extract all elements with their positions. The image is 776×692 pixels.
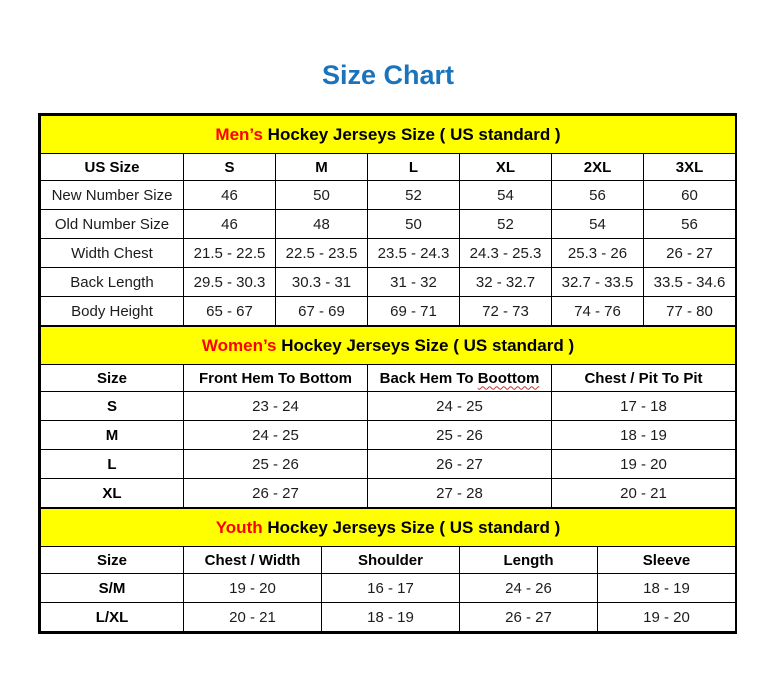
col-header-cell: US Size bbox=[41, 154, 184, 181]
table-row bbox=[41, 297, 736, 326]
youth-column-header-row bbox=[41, 547, 736, 574]
col-header-cell: Size bbox=[41, 547, 184, 574]
col-header-cell bbox=[368, 365, 552, 392]
value-cell: 56 bbox=[552, 181, 644, 210]
value-cell: 54 bbox=[552, 210, 644, 239]
size-chart-tables bbox=[38, 113, 737, 634]
value-cell: 46 bbox=[184, 181, 276, 210]
value-cell: 32.7 - 33.5 bbox=[552, 268, 644, 297]
value-cell: 18 - 19 bbox=[552, 421, 736, 450]
table-row bbox=[41, 479, 736, 508]
mens-column-header-row bbox=[41, 154, 736, 181]
row-label-cell: L/XL bbox=[41, 603, 184, 632]
youth-section-header-row bbox=[41, 509, 736, 547]
value-cell: 23.5 - 24.3 bbox=[368, 239, 460, 268]
value-cell: 26 - 27 bbox=[460, 603, 598, 632]
value-cell: 19 - 20 bbox=[598, 603, 736, 632]
row-label-cell: New Number Size bbox=[41, 181, 184, 210]
value-cell: 52 bbox=[460, 210, 552, 239]
table-row bbox=[41, 181, 736, 210]
table-row bbox=[41, 392, 736, 421]
value-cell: 52 bbox=[368, 181, 460, 210]
value-cell: 17 - 18 bbox=[552, 392, 736, 421]
value-cell: 21.5 - 22.5 bbox=[184, 239, 276, 268]
row-label-cell: Width Chest bbox=[41, 239, 184, 268]
value-cell: 26 - 27 bbox=[368, 450, 552, 479]
value-cell: 77 - 80 bbox=[644, 297, 736, 326]
womens-section-title-highlight: Women’s bbox=[201, 335, 277, 355]
col-header-cell: Length bbox=[460, 547, 598, 574]
value-cell: 67 - 69 bbox=[276, 297, 368, 326]
youth-section-title-cell bbox=[41, 509, 736, 547]
row-label-cell: Old Number Size bbox=[41, 210, 184, 239]
value-cell: 20 - 21 bbox=[552, 479, 736, 508]
value-cell: 65 - 67 bbox=[184, 297, 276, 326]
value-cell: 30.3 - 31 bbox=[276, 268, 368, 297]
womens-column-header-row bbox=[41, 365, 736, 392]
value-cell: 22.5 - 23.5 bbox=[276, 239, 368, 268]
value-cell: 25 - 26 bbox=[368, 421, 552, 450]
row-label-cell: M bbox=[41, 421, 184, 450]
col-header-cell: XL bbox=[460, 154, 552, 181]
table-row bbox=[41, 450, 736, 479]
value-cell: 60 bbox=[644, 181, 736, 210]
col-header-cell: Sleeve bbox=[598, 547, 736, 574]
value-cell: 24 - 26 bbox=[460, 574, 598, 603]
mens-section-header-row bbox=[41, 116, 736, 154]
row-label-cell: L bbox=[41, 450, 184, 479]
value-cell: 31 - 32 bbox=[368, 268, 460, 297]
table-row bbox=[41, 268, 736, 297]
page-title: Size Chart bbox=[321, 60, 455, 90]
womens-section-header-row bbox=[41, 327, 736, 365]
value-cell: 16 - 17 bbox=[322, 574, 460, 603]
value-cell: 33.5 - 34.6 bbox=[644, 268, 736, 297]
misspelled-word-spellcheck: Boottom bbox=[477, 369, 540, 387]
value-cell: 18 - 19 bbox=[322, 603, 460, 632]
mens-section-title-rest: Hockey Jerseys Size ( US standard ) bbox=[262, 124, 561, 144]
col-header-cell: L bbox=[368, 154, 460, 181]
value-cell: 56 bbox=[644, 210, 736, 239]
value-cell: 23 - 24 bbox=[184, 392, 368, 421]
value-cell: 24 - 25 bbox=[368, 392, 552, 421]
value-cell: 18 - 19 bbox=[598, 574, 736, 603]
col-header-cell: Chest / Pit To Pit bbox=[552, 365, 736, 392]
table-row bbox=[41, 421, 736, 450]
youth-section-title-rest: Hockey Jerseys Size ( US standard ) bbox=[262, 517, 561, 537]
value-cell: 25 - 26 bbox=[184, 450, 368, 479]
value-cell: 25.3 - 26 bbox=[552, 239, 644, 268]
col-header-cell: 2XL bbox=[552, 154, 644, 181]
youth-size-table bbox=[40, 508, 736, 632]
value-cell: 27 - 28 bbox=[368, 479, 552, 508]
womens-section-title-rest: Hockey Jerseys Size ( US standard ) bbox=[276, 335, 575, 355]
value-cell: 20 - 21 bbox=[184, 603, 322, 632]
value-cell: 19 - 20 bbox=[184, 574, 322, 603]
value-cell: 19 - 20 bbox=[552, 450, 736, 479]
value-cell: 50 bbox=[368, 210, 460, 239]
col-header-cell: M bbox=[276, 154, 368, 181]
value-cell: 24 - 25 bbox=[184, 421, 368, 450]
col-header-cell: Shoulder bbox=[322, 547, 460, 574]
mens-section-title-highlight: Men’s bbox=[215, 124, 263, 144]
row-label-cell: XL bbox=[41, 479, 184, 508]
col-header-cell: Front Hem To Bottom bbox=[184, 365, 368, 392]
value-cell: 24.3 - 25.3 bbox=[460, 239, 552, 268]
value-cell: 72 - 73 bbox=[460, 297, 552, 326]
col-header-cell: S bbox=[184, 154, 276, 181]
table-row bbox=[41, 239, 736, 268]
womens-section-title-cell bbox=[41, 327, 736, 365]
value-cell: 29.5 - 30.3 bbox=[184, 268, 276, 297]
value-cell: 32 - 32.7 bbox=[460, 268, 552, 297]
value-cell: 26 - 27 bbox=[644, 239, 736, 268]
value-cell: 54 bbox=[460, 181, 552, 210]
youth-section-title-highlight: Youth bbox=[215, 517, 263, 537]
table-row bbox=[41, 574, 736, 603]
col-header-text: Back Hem To bbox=[379, 369, 478, 387]
value-cell: 69 - 71 bbox=[368, 297, 460, 326]
table-row bbox=[41, 210, 736, 239]
mens-size-table bbox=[40, 115, 736, 326]
row-label-cell: S bbox=[41, 392, 184, 421]
value-cell: 26 - 27 bbox=[184, 479, 368, 508]
value-cell: 46 bbox=[184, 210, 276, 239]
mens-section-title-cell bbox=[41, 116, 736, 154]
row-label-cell: S/M bbox=[41, 574, 184, 603]
col-header-cell: Chest / Width bbox=[184, 547, 322, 574]
col-header-cell: Size bbox=[41, 365, 184, 392]
value-cell: 74 - 76 bbox=[552, 297, 644, 326]
row-label-cell: Body Height bbox=[41, 297, 184, 326]
row-label-cell: Back Length bbox=[41, 268, 184, 297]
value-cell: 48 bbox=[276, 210, 368, 239]
table-row bbox=[41, 603, 736, 632]
womens-size-table bbox=[40, 326, 736, 508]
col-header-cell: 3XL bbox=[644, 154, 736, 181]
value-cell: 50 bbox=[276, 181, 368, 210]
